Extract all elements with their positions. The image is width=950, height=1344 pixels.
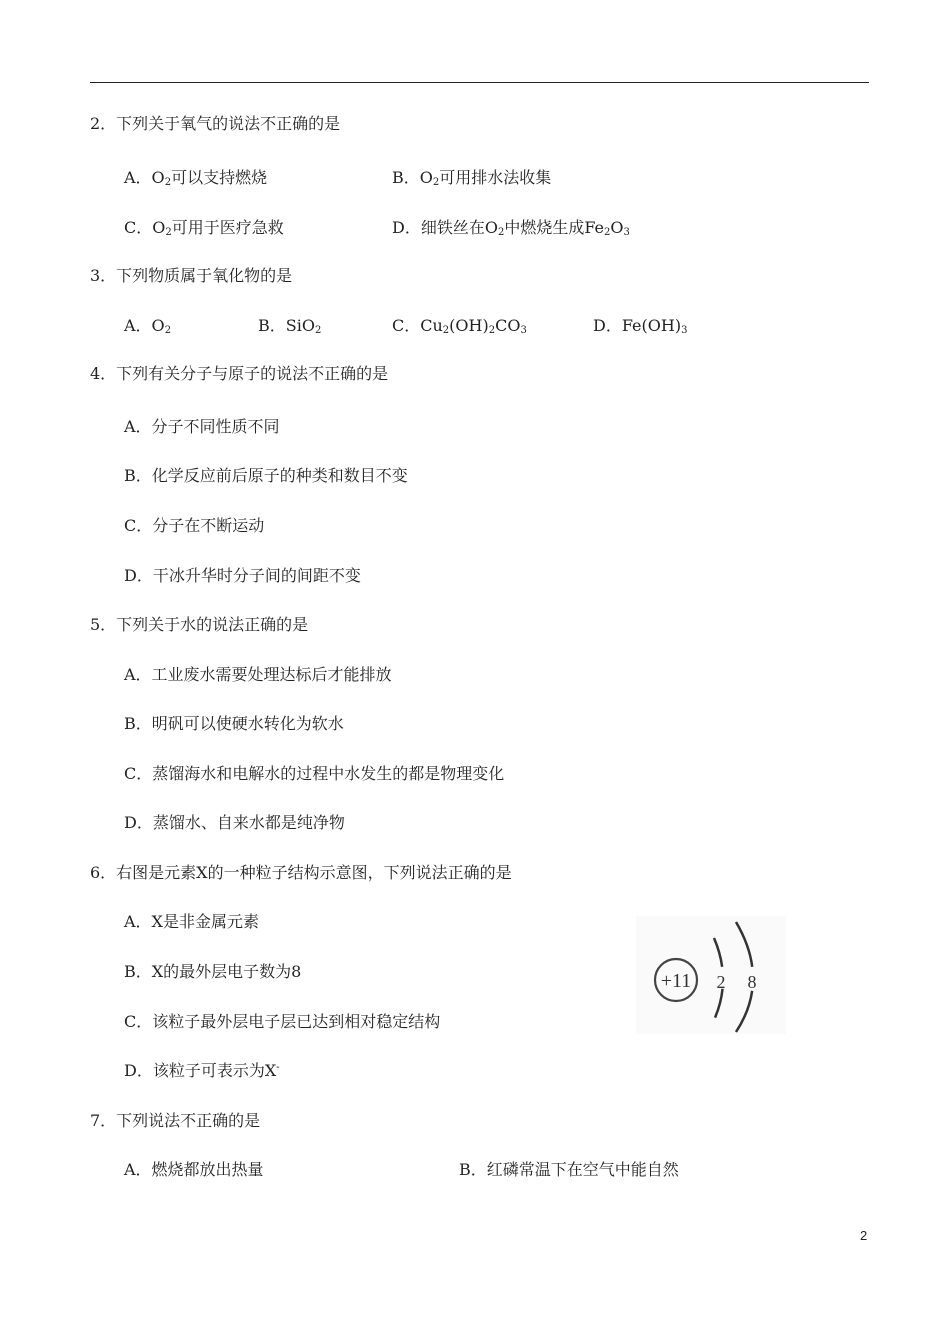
question-2-stem: 2．下列关于氧气的说法不正确的是 (90, 114, 341, 133)
q2-option-c: C．$O_2$可用于医疗急救 (124, 218, 284, 238)
q2-option-a: A．$O_2$可以支持燃烧 (124, 168, 268, 188)
q4-option-c: C．分子在不断运动 (124, 516, 265, 535)
q5-option-c: C．蒸馏海水和电解水的过程中水发生的都是物理变化 (124, 764, 505, 783)
header-rule (90, 82, 869, 83)
q3-option-c: C．$Cu_2(OH)_2CO_3$ (392, 316, 527, 336)
q6-option-d: D．该粒子可表示为X- (124, 1061, 280, 1080)
atomic-structure-svg (636, 916, 786, 1034)
q5-option-b: B．明矾可以使硬水转化为软水 (124, 714, 344, 733)
q6-option-c: C．该粒子最外层电子层已达到相对稳定结构 (124, 1012, 441, 1031)
question-5-stem: 5．下列关于水的说法正确的是 (90, 615, 309, 634)
question-3-stem: 3．下列物质属于氧化物的是 (90, 266, 293, 285)
nucleus-charge: +11 (660, 970, 692, 992)
q6-option-b: B．X的最外层电子数为8 (124, 962, 302, 981)
q3-option-d: D．$Fe(OH)_3$ (593, 316, 688, 336)
outer-shell-count: 8 (747, 972, 757, 992)
atomic-structure-diagram (636, 916, 786, 1034)
q4-option-b: B．化学反应前后原子的种类和数目不变 (124, 466, 408, 485)
question-6-stem: 6．右图是元素X的一种粒子结构示意图，下列说法正确的是 (90, 863, 512, 882)
q6-option-a: A．X是非金属元素 (124, 912, 259, 931)
q5-option-a: A．工业废水需要处理达标后才能排放 (124, 665, 392, 684)
q7-option-a: A．燃烧都放出热量 (124, 1160, 264, 1179)
q2-option-b: B．$O_2$可用排水法收集 (392, 168, 552, 188)
q5-option-d: D．蒸馏水、自来水都是纯净物 (124, 813, 345, 832)
question-7-stem: 7．下列说法不正确的是 (90, 1111, 261, 1130)
page-number: 2 (860, 1228, 868, 1243)
question-4-stem: 4．下列有关分子与原子的说法不正确的是 (90, 364, 389, 383)
q2-option-d: D．细铁丝在$O_2$中燃烧生成$Fe_2O_3$ (392, 218, 630, 238)
q3-option-a: A．$O_2$ (124, 316, 172, 336)
q4-option-d: D．干冰升华时分子间的间距不变 (124, 566, 361, 585)
inner-shell-count: 2 (716, 972, 726, 992)
q4-option-a: A．分子不同性质不同 (124, 417, 280, 436)
q3-option-b: B．SiO$_2$ (258, 316, 322, 336)
q7-option-b: B．红磷常温下在空气中能自然 (459, 1160, 679, 1179)
